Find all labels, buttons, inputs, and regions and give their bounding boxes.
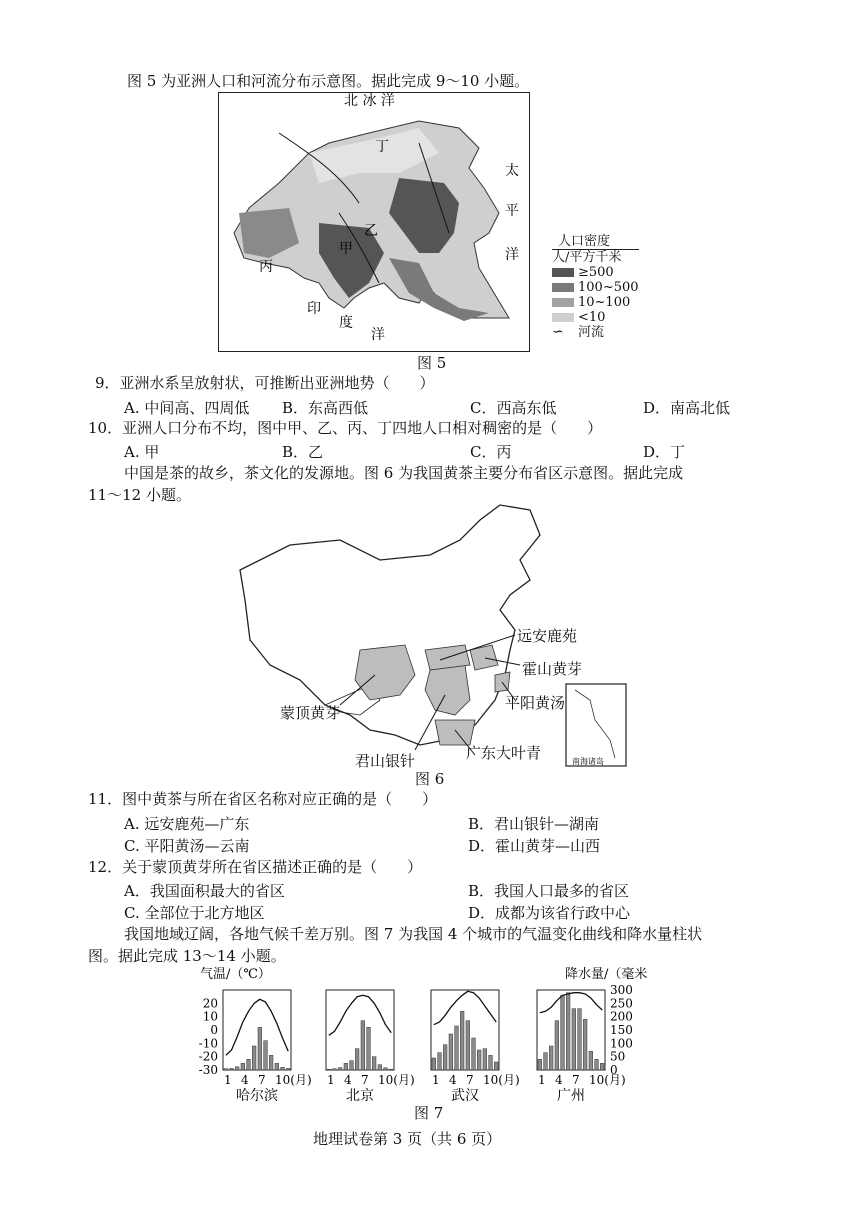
precip-bar <box>549 1046 553 1070</box>
month-tick-label: 4 <box>449 1073 457 1087</box>
label-yuanan: 远安鹿苑 <box>517 627 578 645</box>
city-name: 哈尔滨 <box>236 1088 278 1104</box>
label-huoshan: 霍山黄芽 <box>522 660 583 678</box>
precip-bar <box>595 1059 599 1070</box>
precip-bar <box>258 1027 262 1070</box>
month-tick-label: 1 <box>432 1073 440 1087</box>
precip-bar <box>443 1045 447 1070</box>
right-tick-label: 150 <box>610 1023 633 1037</box>
intro-fig6-line2: 11～12 小题。 <box>88 486 191 504</box>
precip-bar <box>389 1069 393 1070</box>
month-tick-label: 10(月) <box>378 1073 415 1087</box>
chart-frame <box>326 990 394 1070</box>
south-china-sea-inset <box>566 684 626 766</box>
month-tick-label: 4 <box>555 1073 563 1087</box>
precip-bar <box>544 1053 548 1070</box>
left-axis-title: 气温/（℃） <box>200 967 271 982</box>
month-tick-label: 10(月) <box>589 1073 626 1087</box>
month-tick-label: 7 <box>258 1073 266 1087</box>
legend-item-2 <box>552 280 639 295</box>
q12-option-d: D．成都为该省行政中心 <box>468 904 631 922</box>
q12-option-a: A．我国面积最大的省区 <box>124 882 285 900</box>
precip-bar <box>355 1049 359 1070</box>
precip-bar <box>338 1068 342 1070</box>
intro-fig6-line1: 中国是茶的故乡，茶文化的发源地。图 6 为我国黄茶主要分布省区示意图。据此完成 <box>124 464 684 482</box>
intro-fig7-line2: 图。据此完成 13～14 小题。 <box>88 947 286 965</box>
q12-stem: 12．关于蒙顶黄芽所在省区描述正确的是（ ） <box>88 858 423 876</box>
fig6-caption: 图 6 <box>415 770 445 788</box>
q12-option-c: C. 全部位于北方地区 <box>124 904 265 922</box>
label-junshan: 君山银针 <box>355 752 416 770</box>
left-tick-label: -20 <box>198 1049 218 1064</box>
legend-label: 河流 <box>578 325 605 340</box>
q10-option-b: B．乙 <box>282 443 324 461</box>
precip-bar <box>477 1050 481 1070</box>
right-axis-title: 降水量/（毫米 <box>565 967 648 982</box>
precip-bar <box>344 1063 348 1070</box>
fig5-caption: 图 5 <box>417 354 447 372</box>
precip-bar <box>281 1067 285 1070</box>
precip-bar <box>247 1059 251 1070</box>
pacific-label-1: 太 <box>505 163 519 179</box>
right-tick-label: 200 <box>610 1009 633 1024</box>
q11-option-d: D．霍山黄芽—山西 <box>468 837 601 855</box>
q11-stem: 11．图中黄茶与所在省区名称对应正确的是（ ） <box>88 790 438 808</box>
legend-title: 人口密度 <box>558 234 611 249</box>
precip-bar <box>350 1061 354 1070</box>
month-tick-label: 10(月) <box>483 1073 520 1087</box>
label-guangdong: 广东大叶青 <box>466 744 542 762</box>
indian-label-3: 洋 <box>371 327 385 343</box>
month-tick-label: 1 <box>327 1073 335 1087</box>
precip-bar <box>538 1059 542 1070</box>
q9-option-c: C．西高东低 <box>470 399 557 417</box>
city-name: 北京 <box>346 1088 374 1104</box>
inset-label: 南海诸岛 <box>572 757 604 766</box>
pacific-label-2: 平 <box>505 203 519 219</box>
precip-bar <box>555 1021 559 1070</box>
left-tick-label: 10 <box>202 1009 218 1024</box>
legend-swatch <box>552 283 574 292</box>
right-tick-label: 0 <box>610 1063 618 1077</box>
precip-bar <box>235 1067 239 1070</box>
climate-charts <box>190 962 680 1107</box>
month-tick-label: 7 <box>572 1073 580 1087</box>
precip-bar <box>589 1051 593 1070</box>
precip-bar <box>566 993 570 1070</box>
arctic-ocean-label: 北 冰 洋 <box>344 93 395 109</box>
precip-bar <box>264 1041 268 1070</box>
river-symbol-icon: ∽ <box>552 324 564 340</box>
left-tick-label: -30 <box>198 1063 218 1077</box>
intro-fig5: 图 5 为亚洲人口和河流分布示意图。据此完成 9～10 小题。 <box>127 72 530 90</box>
precip-bar <box>561 995 565 1070</box>
fig7-caption: 图 7 <box>414 1104 444 1122</box>
precip-bar <box>483 1049 487 1070</box>
q11-option-c: C. 平阳黄汤—云南 <box>124 837 250 855</box>
precip-bar <box>333 1069 337 1070</box>
precip-bar <box>583 1019 587 1070</box>
q10-option-c: C．丙 <box>470 443 512 461</box>
precip-bar <box>438 1053 442 1070</box>
left-tick-label: 0 <box>210 1023 218 1037</box>
asia-map <box>219 93 529 351</box>
q9-stem: 9．亚洲水系呈放射状，可推断出亚洲地势（ ） <box>95 374 435 392</box>
q12-option-b: B．我国人口最多的省区 <box>468 882 630 900</box>
precip-bar <box>224 1069 228 1070</box>
jia-label: 甲 <box>339 241 353 257</box>
legend-item-3 <box>552 295 639 310</box>
month-tick-label: 10(月) <box>275 1073 312 1087</box>
right-tick-label: 300 <box>610 983 633 997</box>
precip-bar <box>275 1063 279 1070</box>
month-tick-label: 1 <box>224 1073 232 1087</box>
pacific-label-3: 洋 <box>505 247 519 263</box>
legend-item-1 <box>552 265 639 280</box>
precip-bar <box>286 1068 290 1070</box>
month-tick-label: 7 <box>466 1073 474 1087</box>
fig5-legend <box>552 234 639 340</box>
precip-bar <box>372 1057 376 1070</box>
month-tick-label: 1 <box>538 1073 546 1087</box>
page-footer: 地理试卷第 3 页（共 6 页） <box>313 1130 502 1148</box>
left-tick-label: 20 <box>202 996 218 1011</box>
q11-option-a: A. 远安鹿苑—广东 <box>124 815 250 833</box>
city-name: 广州 <box>557 1088 585 1104</box>
precip-bar <box>494 1062 498 1070</box>
precip-bar <box>489 1055 493 1070</box>
q11-option-b: B．君山银针—湖南 <box>468 815 600 833</box>
ding-label: 丁 <box>375 139 389 155</box>
q10-stem: 10．亚洲人口分布不均，图中甲、乙、丙、丁四地人口相对稠密的是（ ） <box>88 419 603 437</box>
precip-bar <box>472 1038 476 1070</box>
month-tick-label: 4 <box>344 1073 352 1087</box>
precip-bar <box>361 1021 365 1070</box>
q9-option-d: D．南高北低 <box>643 399 731 417</box>
precip-bar <box>455 1026 459 1070</box>
legend-label: 10~100 <box>578 295 631 310</box>
right-tick-label: 100 <box>610 1036 633 1051</box>
precip-bar <box>432 1058 436 1070</box>
intro-fig7-line1: 我国地域辽阔，各地气候千差万别。图 7 为我国 4 个城市的气温变化曲线和降水量柱状 <box>124 925 703 943</box>
legend-label: 100~500 <box>578 280 639 295</box>
precip-bar <box>466 1021 470 1070</box>
q10-option-d: D．丁 <box>643 443 686 461</box>
precip-bar <box>252 1046 256 1070</box>
precip-bar <box>241 1063 245 1070</box>
city-name: 武汉 <box>451 1088 479 1104</box>
precip-bar <box>378 1065 382 1070</box>
precip-bar <box>600 1063 604 1070</box>
yi-label: 乙 <box>364 223 378 239</box>
right-tick-label: 50 <box>610 1049 626 1064</box>
precip-bar <box>572 1009 576 1070</box>
label-mengding: 蒙顶黄芽 <box>280 704 341 722</box>
legend-label: ≥500 <box>578 265 614 280</box>
precip-bar <box>327 1069 331 1070</box>
legend-item-river <box>552 325 639 340</box>
legend-swatch <box>552 313 574 322</box>
q9-option-b: B．东高西低 <box>282 399 369 417</box>
legend-swatch <box>552 298 574 307</box>
legend-swatch <box>552 268 574 277</box>
precip-bar <box>367 1027 371 1070</box>
indian-label-1: 印 <box>307 301 321 317</box>
month-tick-label: 7 <box>361 1073 369 1087</box>
bing-label: 丙 <box>259 259 273 275</box>
right-tick-label: 250 <box>610 996 633 1011</box>
q10-option-a: A. 甲 <box>124 443 160 461</box>
precip-bar <box>460 1011 464 1070</box>
precip-bar <box>578 1009 582 1070</box>
precip-bar <box>230 1068 234 1070</box>
precip-bar <box>269 1055 273 1070</box>
legend-item-4 <box>552 310 639 325</box>
month-tick-label: 4 <box>241 1073 249 1087</box>
label-pingyang: 平阳黄汤 <box>505 694 566 712</box>
fig5-map-frame <box>218 92 530 352</box>
q9-option-a: A. 中间高、四周低 <box>124 399 250 417</box>
precip-bar <box>449 1034 453 1070</box>
precip-bar <box>384 1068 388 1070</box>
left-tick-label: -10 <box>198 1036 218 1051</box>
indian-label-2: 度 <box>339 315 353 331</box>
legend-unit: 人/平方千米 <box>552 249 639 265</box>
legend-label: <10 <box>578 310 606 325</box>
